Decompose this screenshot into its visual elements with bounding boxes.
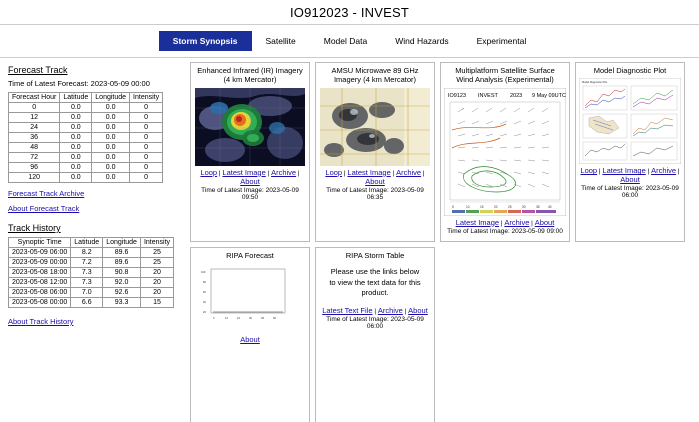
cell-lat: 0.0: [60, 103, 92, 113]
cell-time: 2023-05-08 18:00: [9, 268, 71, 278]
ir-loop-link[interactable]: Loop: [200, 167, 218, 177]
panel-links-ir: Loop | Latest Image | Archive | About: [200, 167, 300, 186]
tab-model-data[interactable]: Model Data: [323, 36, 368, 46]
about-forecast-track-link[interactable]: About Forecast Track: [8, 204, 80, 213]
ripa-forecast-image[interactable]: [195, 263, 305, 333]
panel-title-wind: Multiplatform Satellite Surface Wind Analysis (Experimental): [455, 66, 555, 85]
forecast-track-heading: Forecast Track: [8, 65, 68, 75]
page-title: IO912023 - INVEST: [289, 5, 409, 20]
svg-text:2023: 2023: [510, 92, 523, 99]
cell-int: 25: [140, 258, 173, 268]
cell-int: 0: [130, 143, 163, 153]
table-row: [9, 268, 174, 278]
svg-text:12: 12: [225, 317, 228, 321]
svg-text:0: 0: [213, 317, 215, 321]
table-row: [9, 258, 174, 268]
latest-forecast-time: Time of Latest Forecast: 2023-05-09 00:00: [8, 79, 150, 88]
cell-hour: 0: [9, 103, 60, 113]
table-row: [9, 278, 174, 288]
cell-lon: 0.0: [92, 133, 130, 143]
cell-lat: 0.0: [60, 143, 92, 153]
table-header-row: [9, 93, 163, 103]
amsu-latest-time: Time of Latest Image: 2023-05-09 06:35: [326, 186, 424, 201]
panel-title-diag: Model Diagnostic Plot: [593, 66, 667, 75]
panel-links-amsu: Loop | Latest Image | Archive | About: [325, 167, 425, 186]
svg-text:36: 36: [249, 317, 252, 321]
cell-lat: 7.3: [71, 268, 103, 278]
cell-lon: 0.0: [92, 143, 130, 153]
forecast-track-table: [8, 92, 163, 183]
panel-row-bottom: [190, 247, 693, 422]
svg-text:60: 60: [203, 291, 206, 295]
cell-lat: 7.2: [71, 258, 103, 268]
panel-links-ripa-table: Latest Text File | Archive | About: [322, 305, 428, 315]
tab-storm-synopsis[interactable]: Storm Synopsis: [159, 31, 252, 51]
svg-text:5: 5: [452, 204, 454, 209]
svg-text:80: 80: [203, 281, 206, 285]
svg-text:20: 20: [494, 204, 498, 209]
panel-links-ripa-forecast: [240, 335, 260, 344]
ripa-forecast-about-link[interactable]: About: [240, 335, 260, 345]
panel-wind-analysis: [440, 62, 570, 242]
main-content: [0, 58, 699, 422]
cell-int: 20: [140, 278, 173, 288]
svg-text:INVEST: INVEST: [478, 92, 498, 99]
diag-about-link[interactable]: About: [620, 175, 640, 185]
cell-lon: 92.0: [103, 278, 141, 288]
panel-links-wind: Latest Image | Archive | About: [455, 217, 555, 227]
col-latitude: Latitude: [60, 93, 92, 103]
cell-lat: 0.0: [60, 163, 92, 173]
cell-lat: 6.6: [71, 298, 103, 308]
ripa-archive-link[interactable]: Archive: [377, 305, 403, 315]
cell-lat: 7.0: [71, 288, 103, 298]
cell-lat: 0.0: [60, 153, 92, 163]
col-synoptic-time: Synoptic Time: [9, 238, 71, 248]
ir-latest-time: Time of Latest Image: 2023-05-09 09:50: [201, 186, 299, 201]
cell-lat: 0.0: [60, 123, 92, 133]
svg-text:24: 24: [237, 317, 240, 321]
svg-text:40: 40: [203, 301, 206, 305]
panel-title-ir: Enhanced Infrared (IR) Imagery (4 km Mercator): [197, 66, 303, 85]
cell-lat: 0.0: [60, 113, 92, 123]
cell-lat: 8.2: [71, 248, 103, 258]
track-history-table: [8, 237, 174, 308]
cell-lon: 92.6: [103, 288, 141, 298]
panel-title-amsu: AMSU Microwave 89 GHz Imagery (4 km Mercator): [331, 66, 419, 85]
cell-hour: 96: [9, 163, 60, 173]
cell-time: 2023-05-08 00:00: [9, 298, 71, 308]
cell-lon: 89.6: [103, 248, 141, 258]
cell-hour: 120: [9, 173, 60, 183]
cell-lon: 0.0: [92, 163, 130, 173]
cell-hour: 72: [9, 153, 60, 163]
amsu-loop-link[interactable]: Loop: [325, 167, 343, 177]
cell-int: 20: [140, 268, 173, 278]
ripa-table-body-text: Please use the links below to view the text data for this product.: [329, 267, 421, 297]
svg-text:15: 15: [480, 204, 484, 209]
amsu-about-link[interactable]: About: [365, 176, 385, 186]
diag-latest-image-link[interactable]: Latest Image: [602, 166, 646, 176]
ripa-about-link[interactable]: About: [408, 305, 428, 315]
wind-about-link[interactable]: About: [534, 217, 555, 227]
forecast-track-archive-link[interactable]: Forecast Track Archive: [8, 189, 85, 198]
cell-lat: 0.0: [60, 173, 92, 183]
amsu-archive-link[interactable]: Archive: [396, 167, 422, 177]
cell-lon: 0.0: [92, 103, 130, 113]
cell-int: 0: [130, 133, 163, 143]
right-column: [190, 62, 693, 422]
cell-time: 2023-05-09 00:00: [9, 258, 71, 268]
diag-latest-time: Time of Latest Image: 2023-05-09 06:00: [581, 185, 679, 200]
amsu-latest-image-link[interactable]: Latest Image: [347, 167, 391, 177]
cell-hour: 24: [9, 123, 60, 133]
col-intensity: Intensity: [140, 238, 173, 248]
svg-text:100: 100: [201, 271, 206, 275]
cell-int: 0: [130, 163, 163, 173]
cell-hour: 48: [9, 143, 60, 153]
tab-satellite[interactable]: Satellite: [265, 36, 296, 46]
track-history-heading: Track History: [8, 223, 61, 233]
cell-lat: 0.0: [60, 133, 92, 143]
ripa-latest-time: Time of Latest Image: 2023-05-09 06:00: [326, 315, 424, 330]
amsu-microwave-image[interactable]: [320, 88, 430, 166]
cell-lon: 0.0: [92, 123, 130, 133]
cell-int: 20: [140, 288, 173, 298]
panel-ripa-forecast: [190, 247, 310, 422]
svg-text:48: 48: [261, 317, 264, 321]
cell-lon: 89.6: [103, 258, 141, 268]
svg-text:10: 10: [466, 204, 470, 209]
cell-int: 0: [130, 113, 163, 123]
wind-latest-image-link[interactable]: Latest Image: [455, 217, 500, 227]
cell-int: 0: [130, 123, 163, 133]
table-row: [9, 133, 163, 143]
tab-wind-hazards[interactable]: Wind Hazards: [395, 36, 449, 46]
panel-amsu-microwave: [315, 62, 435, 242]
tab-experimental[interactable]: Experimental: [476, 36, 527, 46]
ir-archive-link[interactable]: Archive: [271, 167, 297, 177]
table-row: [9, 103, 163, 113]
cell-int: 15: [140, 298, 173, 308]
cell-hour: 12: [9, 113, 60, 123]
diag-archive-link[interactable]: Archive: [651, 166, 677, 176]
col-longitude: Longitude: [103, 238, 141, 248]
wind-analysis-image[interactable]: [444, 88, 566, 216]
panel-enhanced-ir: [190, 62, 310, 242]
wind-latest-time: Time of Latest Image: 2023-05-09 09:00: [447, 227, 563, 235]
svg-text:35: 35: [536, 204, 540, 209]
cell-lon: 0.0: [92, 113, 130, 123]
cell-int: 0: [130, 103, 163, 113]
table-row: [9, 298, 174, 308]
table-row: [9, 153, 163, 163]
cell-int: 0: [130, 173, 163, 183]
cell-lat: 7.3: [71, 278, 103, 288]
table-row: [9, 248, 174, 258]
cell-lon: 0.0: [92, 173, 130, 183]
model-diagnostic-image[interactable]: [579, 78, 681, 164]
table-row: [9, 163, 163, 173]
ir-satellite-image[interactable]: [195, 88, 305, 166]
col-longitude: Longitude: [92, 93, 130, 103]
cell-time: 2023-05-08 06:00: [9, 288, 71, 298]
svg-text:Model Diagnostic Plot: Model Diagnostic Plot: [582, 81, 608, 85]
svg-text:25: 25: [508, 204, 512, 209]
wind-archive-link[interactable]: Archive: [504, 217, 530, 227]
svg-text:IO9123: IO9123: [448, 92, 467, 99]
table-row: [9, 143, 163, 153]
col-latitude: Latitude: [71, 238, 103, 248]
left-column: [6, 62, 184, 422]
cell-hour: 36: [9, 133, 60, 143]
panel-ripa-storm-table: [315, 247, 435, 422]
ir-about-link[interactable]: About: [240, 176, 260, 186]
cell-time: 2023-05-08 12:00: [9, 278, 71, 288]
ripa-latest-text-file-link[interactable]: Latest Text File: [322, 305, 373, 315]
table-row: [9, 173, 163, 183]
about-track-history-link[interactable]: About Track History: [8, 317, 74, 326]
table-row: [9, 113, 163, 123]
panel-title-ripa-forecast: RIPA Forecast: [226, 251, 274, 260]
svg-text:30: 30: [522, 204, 526, 209]
panel-model-diagnostic: [575, 62, 685, 242]
panel-title-ripa-table: RIPA Storm Table: [345, 251, 405, 260]
diag-loop-link[interactable]: Loop: [580, 166, 598, 176]
table-header-row: [9, 238, 174, 248]
cell-int: 25: [140, 248, 173, 258]
table-row: [9, 288, 174, 298]
cell-lon: 93.3: [103, 298, 141, 308]
svg-text:60: 60: [273, 317, 276, 321]
tab-bar: [0, 25, 699, 58]
panel-row-top: [190, 62, 693, 242]
panel-links-diag: Loop | Latest Image | Archive | About: [580, 166, 680, 185]
cell-time: 2023-05-09 06:00: [9, 248, 71, 258]
col-forecast-hour: Forecast Hour: [9, 93, 60, 103]
col-intensity: Intensity: [130, 93, 163, 103]
ir-latest-image-link[interactable]: Latest Image: [222, 167, 266, 177]
svg-text:40: 40: [548, 204, 552, 209]
svg-text:20: 20: [203, 311, 206, 315]
cell-lon: 90.8: [103, 268, 141, 278]
table-row: [9, 123, 163, 133]
cell-int: 0: [130, 153, 163, 163]
svg-text:9 May 09UTC: 9 May 09UTC: [532, 92, 566, 99]
cell-lon: 0.0: [92, 153, 130, 163]
